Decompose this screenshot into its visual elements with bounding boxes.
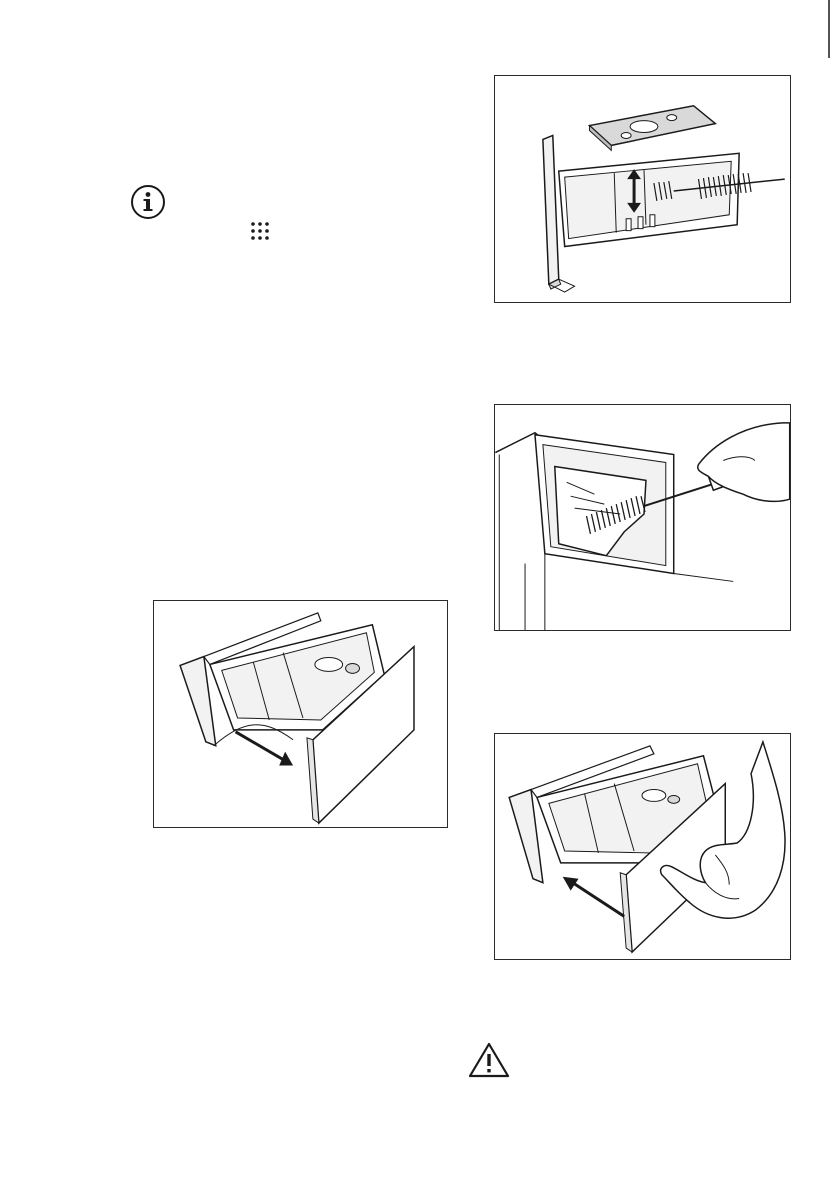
figure-clean-recess-brush — [494, 404, 791, 631]
figure-push-in-drawer — [494, 733, 791, 960]
info-icon — [130, 184, 166, 220]
figure-clean-siphon-brush — [494, 75, 791, 303]
dot-grid-icon — [250, 221, 270, 241]
figure-pull-out-drawer — [153, 600, 448, 828]
warning-triangle-icon — [468, 1042, 510, 1078]
